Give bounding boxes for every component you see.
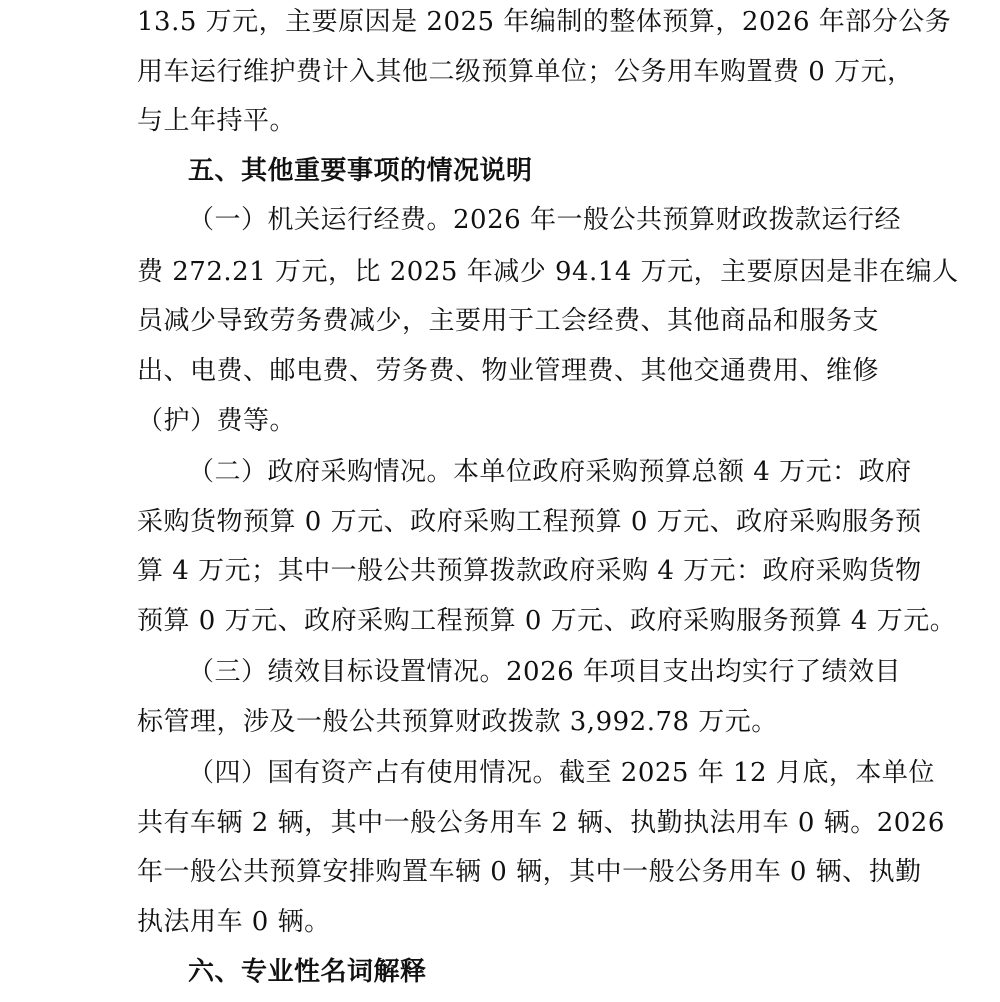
line-text: 标管理，涉及一般公共预算财政拨款 3,992.78 万元。 bbox=[137, 707, 778, 737]
subsection-marker: （一） bbox=[188, 205, 268, 235]
paragraph-line bbox=[137, 401, 897, 451]
line-text: 绩效目标设置情况。2026 年项目支出均实行了绩效目 bbox=[267, 657, 901, 687]
paragraph-line bbox=[137, 351, 897, 401]
subsection-four-first-line bbox=[188, 753, 948, 803]
line-text: 出、电费、邮电费、劳务费、物业管理费、其他交通费用、维修 bbox=[137, 356, 880, 386]
line-text: 13.5 万元，主要原因是 2025 年编制的整体预算，2026 年部分公务 bbox=[137, 7, 952, 37]
line-text: 共有车辆 2 辆，其中一般公务用车 2 辆、执勤执法用车 0 辆。2026 bbox=[137, 808, 945, 838]
subsection-three-first-line bbox=[188, 652, 948, 702]
line-text: 机关运行经费。2026 年一般公共预算财政拨款运行经 bbox=[267, 205, 901, 235]
paragraph-line bbox=[137, 252, 959, 302]
paragraph-line bbox=[137, 902, 897, 952]
line-text: 算 4 万元；其中一般公共预算拨款政府采购 4 万元：政府采购货物 bbox=[137, 556, 922, 586]
subsection-marker: （四） bbox=[188, 758, 268, 788]
paragraph-line bbox=[137, 101, 897, 151]
paragraph-line bbox=[137, 502, 922, 552]
subsection-marker: （二） bbox=[188, 457, 268, 487]
line-text: 国有资产占有使用情况。截至 2025 年 12 月底，本单位 bbox=[267, 758, 935, 788]
paragraph-line bbox=[137, 551, 922, 601]
line-text: （护）费等。 bbox=[137, 406, 297, 436]
paragraph-line bbox=[137, 301, 897, 351]
subsection-one-first-line bbox=[188, 200, 948, 250]
subsection-marker: （三） bbox=[188, 657, 268, 687]
line-text: 采购货物预算 0 万元、政府采购工程预算 0 万元、政府采购服务预 bbox=[137, 507, 922, 537]
line-text: 预算 0 万元、政府采购工程预算 0 万元、政府采购服务预算 4 万元。 bbox=[137, 606, 957, 636]
line-text: 政府采购情况。本单位政府采购预算总额 4 万元：政府 bbox=[267, 457, 912, 487]
heading-text: 六、专业性名词解释 bbox=[188, 957, 427, 987]
line-text: 费 272.21 万元，比 2025 年减少 94.14 万元，主要原因是非在编人 bbox=[137, 257, 959, 287]
section-heading-five bbox=[188, 151, 948, 201]
line-text: 与上年持平。 bbox=[137, 106, 297, 136]
paragraph-line bbox=[137, 601, 957, 651]
heading-text: 五、其他重要事项的情况说明 bbox=[188, 156, 533, 186]
line-text: 年一般公共预算安排购置车辆 0 辆，其中一般公务用车 0 辆、执勤 bbox=[137, 857, 922, 887]
paragraph-line bbox=[137, 52, 914, 102]
paragraph-line bbox=[137, 2, 952, 52]
line-text: 执法用车 0 辆。 bbox=[137, 907, 331, 937]
paragraph-line bbox=[137, 852, 922, 902]
line-text: 员减少导致劳务费减少，主要用于工会经费、其他商品和服务支 bbox=[137, 306, 880, 336]
line-text: 用车运行维护费计入其他二级预算单位；公务用车购置费 0 万元， bbox=[137, 57, 914, 87]
section-heading-six bbox=[188, 952, 948, 1002]
subsection-two-first-line bbox=[188, 452, 948, 502]
paragraph-line bbox=[137, 702, 897, 752]
paragraph-line bbox=[137, 803, 945, 853]
